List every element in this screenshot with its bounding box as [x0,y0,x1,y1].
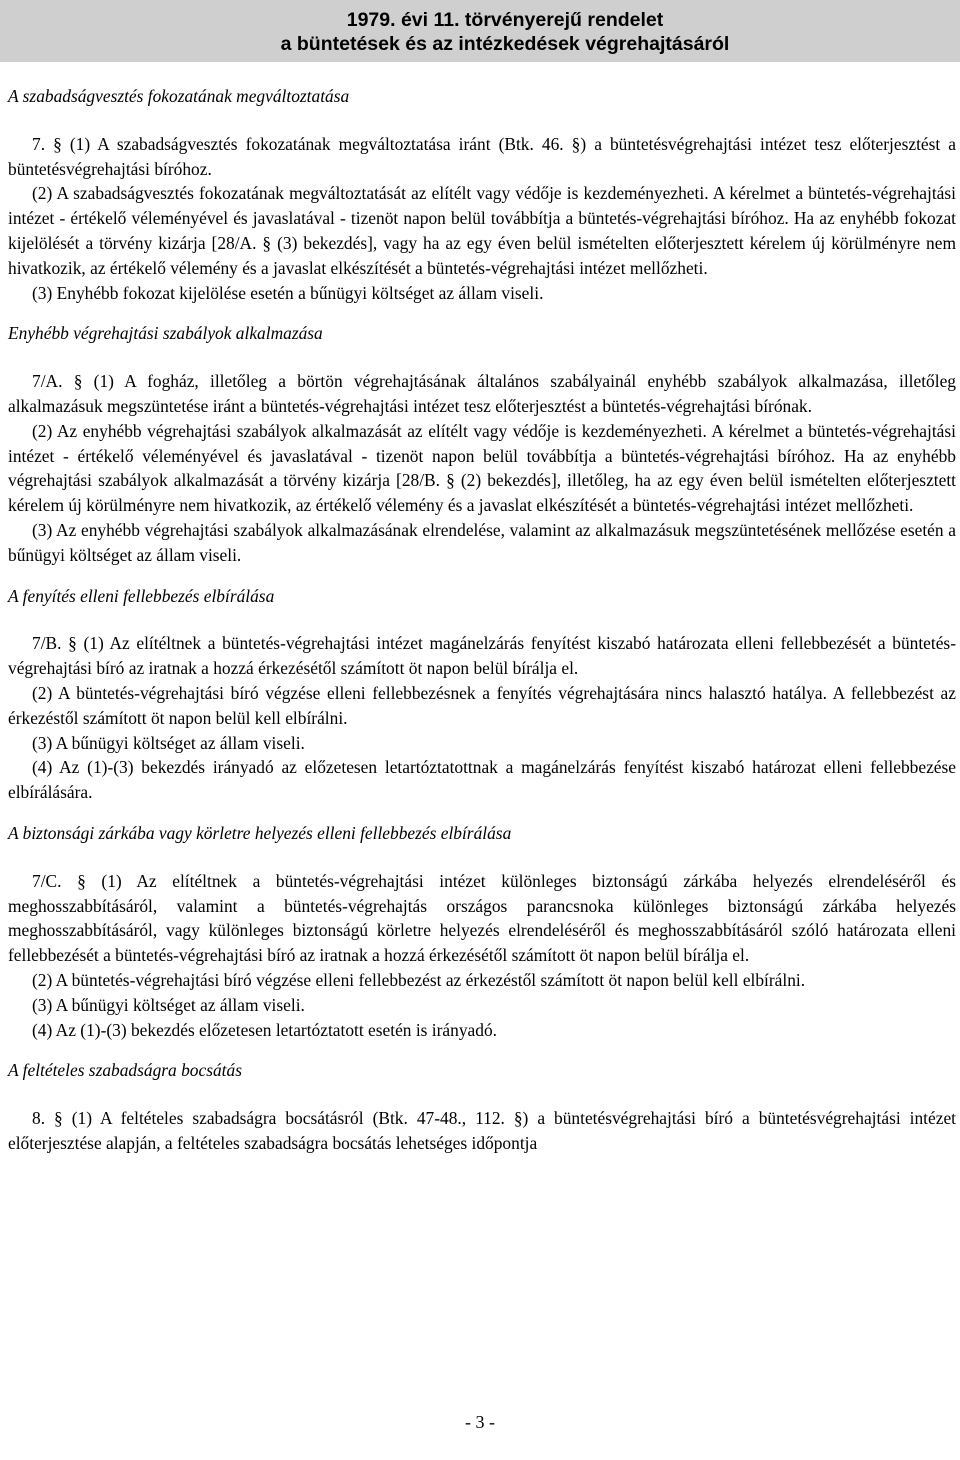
paragraph: (4) Az (1)-(3) bekezdés előzetesen letartóztatott esetén is irányadó. [32,1019,497,1040]
paragraph: (2) A szabadságvesztés fokozatának megváltoztatását az elítélt vagy védője is kezdeményezheti. A kérelmet a büntetés-végrehajtási intézet - értékelő véleményével és javaslatával - tizenöt napon belül továbbítja a büntetés-végrehajtási bíróhoz. Ha az enyhébb fokozat kijelölését a törvény kizárja [28/A. § (3) bekezdés], vagy ha az egy éven belül ismételten előterjesztett kérelem új körülményre nem hivatkozik, az értékelő vélemény és a javaslat elkészítését a büntetés-végrehajtási intézet mellőzheti. [8,183,956,278]
paragraph: (4) Az (1)-(3) bekezdés irányadó az előzetesen letartóztatottnak a magánelzárás fenyítést kiszabó határozat elleni fellebbezése elbírálására. [8,757,956,803]
document-header [0,0,960,62]
paragraph: 7. § (1) A szabadságvesztés fokozatának megváltoztatása iránt (Btk. 46. §) a büntetésvégrehajtási intézet tesz előterjesztést a büntetésvégrehajtási bíróhoz. [8,133,956,179]
header-title-line1: 1979. évi 11. törvényerejű rendelet [346,9,664,31]
paragraph: 7/B. § (1) Az elítéltnek a büntetés-végrehajtási intézet magánelzárás fenyítést kiszabó határozata elleni fellebbezését a büntetés-végrehajtási bíró az iratnak a hozzá érkezésétől számított öt napon belül bírálja el. [8,633,956,679]
section-title: A biztonsági zárkába vagy körletre helyezés elleni fellebbezés elbírálása [8,822,512,843]
header-title-line2: a büntetések és az intézkedések végrehajtásáról [280,33,730,55]
section-title: Enyhébb végrehajtási szabályok alkalmazása [8,323,323,344]
section-title: A szabadságvesztés fokozatának megváltoztatása [8,86,350,106]
paragraph: (3) Az enyhébb végrehajtási szabályok alkalmazásának elrendelése, valamint az alkalmazásuk megszüntetésének mellőzése esetén a bűnügyi költséget az állam viseli. [8,519,956,565]
paragraph: 7/C. § (1) Az elítéltnek a büntetés-végrehajtási intézet különleges biztonságú zárkába helyezés elrendeléséről és meghosszabbításáról, valamint a büntetés-végrehajtás országos parancsnoka különleges biztonságú zárkába helyezés meghosszabbításáról, vagy különleges biztonságú körletre helyezés elrendeléséről és meghosszabbításáról szóló határozata elleni fellebbezését a büntetés-végrehajtási bíró az iratnak a hozzá érkezésétől számított öt napon belül bírálja el. [8,870,956,966]
section-title: A fenyítés elleni fellebbezés elbírálása [8,585,275,606]
paragraph: (2) Az enyhébb végrehajtási szabályok alkalmazását az elítélt vagy védője is kezdeményezheti. A kérelmet a büntetés-végrehajtási intézet - értékelő véleményével és javaslatával - tizenöt napon belül továbbítja a büntetés-végrehajtási bíróhoz. Ha az enyhébb végrehajtási szabályok alkalmazását a törvény kizárja [28/B. § (2) bekezdés], illetőleg, ha az egy éven belül ismételten előterjesztett kérelem új körülményre nem hivatkozik, az értékelő vélemény és a javaslat elkészítését a büntetés-végrehajtási intézet mellőzheti. [8,420,956,516]
page-number: - 3 - [465,1412,495,1432]
paragraph: (3) Enyhébb fokozat kijelölése esetén a bűnügyi költséget az állam viseli. [32,282,544,303]
paragraph: 7/A. § (1) A fogház, illetőleg a börtön végrehajtásának általános szabályainál enyhébb szabályok alkalmazása, illetőleg alkalmazásuk megszüntetése iránt a büntetés-végrehajtási intézet tesz előterjesztést a büntetés-végrehajtási bírónak. [8,371,956,416]
paragraph: (3) A bűnügyi költséget az állam viseli. [32,732,305,753]
section-title: A feltételes szabadságra bocsátás [8,1060,242,1081]
paragraph: 8. § (1) A feltételes szabadságra bocsátásról (Btk. 47-48., 112. §) a büntetésvégrehajtási bíró a büntetésvégrehajtási intézet előterjesztése alapján, a feltételes szabadságra bocsátás lehetséges időpontja [8,1108,956,1153]
paragraph: (2) A büntetés-végrehajtási bíró végzése elleni fellebbezést az érkezéstől számított öt napon belül kell elbírálni. [32,969,806,990]
document-body [8,84,956,1156]
paragraph: (3) A bűnügyi költséget az állam viseli. [32,994,305,1015]
paragraph: (2) A büntetés-végrehajtási bíró végzése elleni fellebbezésnek a fenyítés végrehajtására nincs halasztó hatálya. A fellebbezést az érkezéstől számított öt napon belül kell elbírálni. [8,682,956,728]
